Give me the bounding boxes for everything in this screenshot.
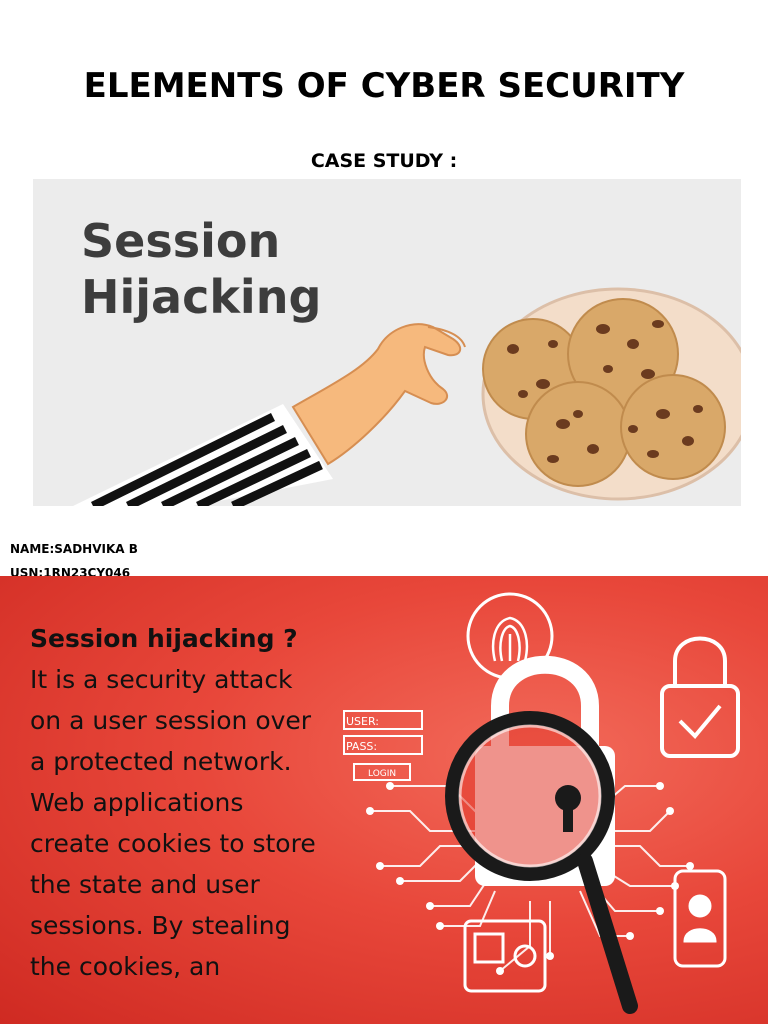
security-illustration — [330, 576, 768, 1024]
definition-body: It is a security attack on a user session over a protected network. Web applications create cookies to store the state and user sessions. By stealing the cookies, an — [30, 665, 316, 981]
session-hijacking-image — [33, 179, 741, 506]
login-form — [344, 711, 422, 780]
safe-icon — [465, 921, 545, 991]
slide-title: ELEMENTS OF CYBER SECURITY — [83, 66, 685, 106]
image-heading-line1: Session — [81, 214, 281, 268]
definition-slide — [0, 576, 768, 1024]
student-name: NAME:SADHVIKA B — [10, 542, 138, 556]
hand — [293, 324, 465, 464]
definition-heading: Session hijacking ? — [30, 624, 298, 653]
phone-hacker-icon — [675, 871, 725, 966]
striped-sleeve — [73, 404, 333, 506]
image-heading — [81, 213, 321, 325]
pass-label: PASS: — [346, 740, 378, 753]
user-label: USER: — [346, 715, 379, 728]
student-usn: USN:1RN23CY046 — [10, 566, 131, 576]
login-label: LOGIN — [368, 769, 397, 779]
padlock-check-icon — [662, 639, 738, 757]
definition-text — [30, 618, 330, 987]
image-heading-line2: Hijacking — [81, 270, 322, 324]
slide-subtitle: CASE STUDY : — [310, 150, 458, 172]
